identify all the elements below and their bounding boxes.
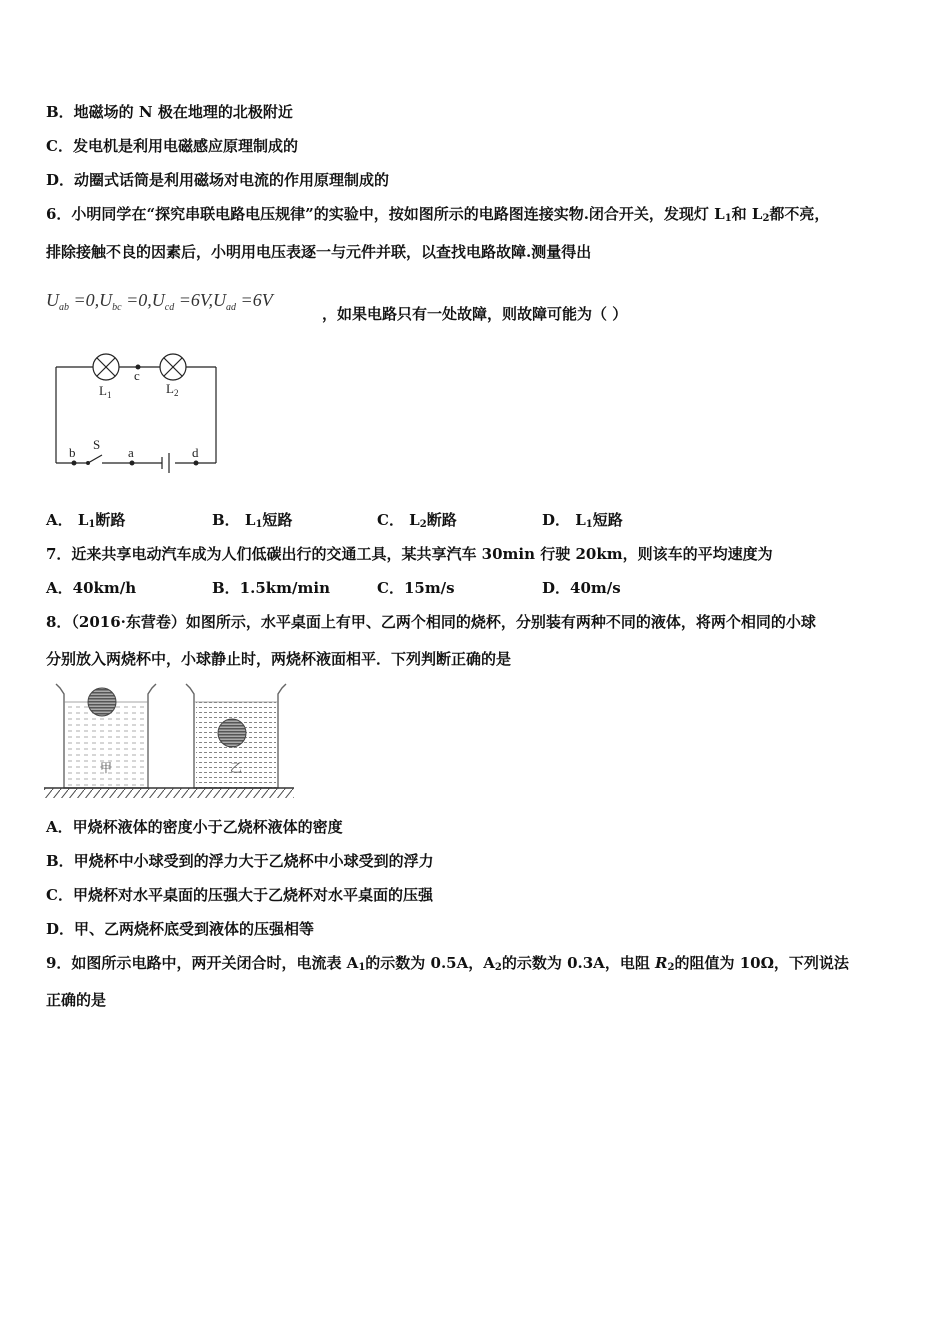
q6-stem-line1: 6．小明同学在“探究串联电路电压规律”的实验中，按如图所示的电路图连接实物.闭合开关，发现灯 $L_1$和 $L_2$都不亮，: [46, 205, 830, 224]
label-c: c: [134, 368, 140, 383]
label-a: a: [128, 445, 134, 460]
q6-circuit-diagram: [50, 345, 225, 475]
label-l1: $L_1$: [99, 383, 112, 400]
q9-stem-line2: 正确的是: [46, 991, 107, 1009]
ball-yi: [218, 719, 246, 747]
q5-option-c: C．发电机是利用电磁感应原理制成的: [46, 137, 298, 155]
q8-stem-line1: 8．（2016·东营卷）如图所示，水平桌面上有甲、乙两个相同的烧杯，分别装有两种不同的液体，将两个相同的小球: [46, 613, 816, 631]
lamp-l2-icon: [160, 354, 186, 380]
q6-option-a: A． $L_1$断路: [46, 511, 126, 530]
q5-option-b: B．地磁场的 N 极在地理的北极附近: [46, 103, 293, 121]
q9-stem-line1: 9．如图所示电路中，两开关闭合时，电流表 $A_1$的示数为 0.5A，$A_2$的示数为 0.3A，电阻 $R_2$的阻值为 10Ω，下列说法: [46, 954, 849, 973]
q8-option-c: C．甲烧杯对水平桌面的压强大于乙烧杯对水平桌面的压强: [46, 886, 433, 904]
label-d: d: [192, 445, 199, 460]
q7-option-d: D．40m/s: [542, 579, 621, 597]
q8-option-a: A．甲烧杯液体的密度小于乙烧杯液体的密度: [46, 818, 343, 836]
q7-stem: 7．近来共享电动汽车成为人们低碳出行的交通工具，某共享汽车 30min 行驶 20km，则该车的平均速度为: [46, 545, 773, 563]
q8-option-d: D．甲、乙两烧杯底受到液体的压强相等: [46, 920, 315, 938]
label-s: S: [93, 437, 101, 452]
q6-stem-line3: ，如果电路只有一处故障，则故障可能为（ ）: [322, 305, 628, 323]
q8-stem-line2: 分别放入两烧杯中，小球静止时，两烧杯液面相平．下列判断正确的是: [46, 650, 512, 668]
q6-stem-line2: 排除接触不良的因素后，小明用电压表逐一与元件并联，以查找电路故障.测量得出: [46, 243, 592, 261]
q7-option-c: C．15m/s: [377, 579, 455, 597]
q6-voltage-formula: $U_{ab} =0,U_{bc} =0,U_{cd} =6V,U_{ad} =6V$: [46, 290, 273, 313]
lamp-l1-icon: [93, 354, 119, 380]
q6-option-b: B． $L_1$短路: [212, 511, 293, 530]
q6-option-c: C． $L_2$断路: [377, 511, 457, 530]
label-jia: 甲: [100, 761, 113, 775]
label-b: b: [69, 445, 76, 460]
q7-option-b: B．1.5km/min: [212, 579, 330, 597]
q8-beakers-diagram: [44, 680, 294, 802]
q6-option-d: D． $L_1$短路: [542, 511, 623, 530]
q7-option-a: A．40km/h: [46, 579, 137, 597]
label-yi: 乙: [230, 761, 243, 775]
ball-jia: [88, 688, 116, 716]
q5-option-d: D．动圈式话筒是利用磁场对电流的作用原理制成的: [46, 171, 390, 189]
label-l2: $L_2$: [166, 381, 179, 398]
q8-option-b: B．甲烧杯中小球受到的浮力大于乙烧杯中小球受到的浮力: [46, 852, 434, 870]
